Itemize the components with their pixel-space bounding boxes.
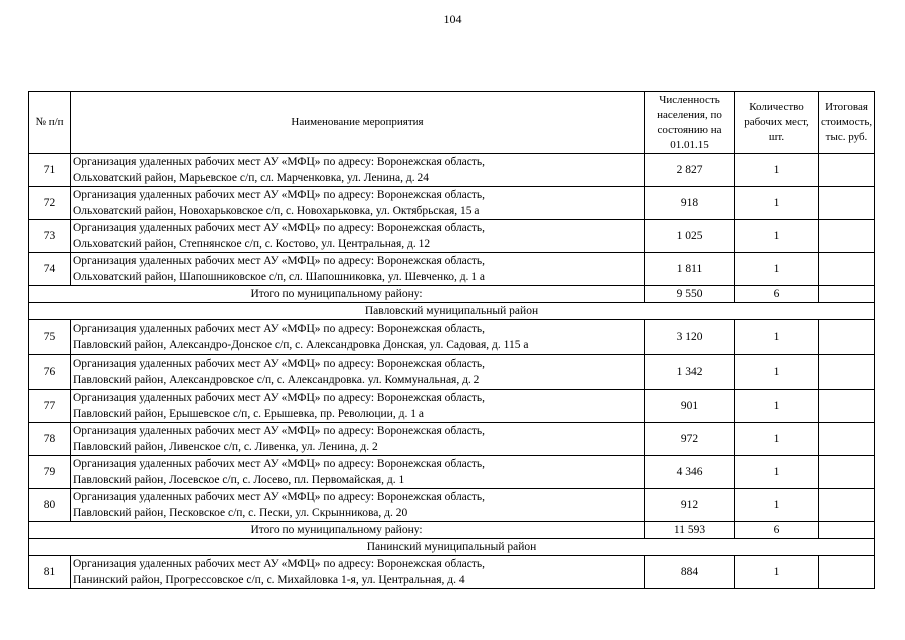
row-workplaces: 1 [735,187,819,220]
row-workplaces: 1 [735,456,819,489]
header-name: Наименование мероприятия [71,92,645,154]
row-population: 972 [645,423,735,456]
row-name: Организация удаленных рабочих мест АУ «МФЦ» по адресу: Воронежская область, Павловский район, Лосевское с/п, с. Лосево, пл. Первомайская, д. 1 [71,456,645,489]
row-cost [819,187,875,220]
row-name: Организация удаленных рабочих мест АУ «МФЦ» по адресу: Воронежская область, Павловский район, Песковское с/п, с. Пески, ул. Скрынникова, д. 20 [71,489,645,522]
row-cost [819,456,875,489]
section-title: Павловский муниципальный район [29,303,875,320]
section-row [29,539,875,556]
header-population: Численность населения, по состоянию на 01.01.15 [645,92,735,154]
row-cost [819,154,875,187]
row-workplaces: 1 [735,220,819,253]
row-number: 78 [29,423,71,456]
row-name: Организация удаленных рабочих мест АУ «МФЦ» по адресу: Воронежская область, Ольховатский район, Степнянское с/п, с. Костово, ул. Центральная, д. 12 [71,220,645,253]
row-name: Организация удаленных рабочих мест АУ «МФЦ» по адресу: Воронежская область, Ольховатский район, Марьевское с/п, сл. Марченковка, ул. Ленина, д. 24 [71,154,645,187]
row-population: 1 811 [645,253,735,286]
row-workplaces: 1 [735,390,819,423]
row-name: Организация удаленных рабочих мест АУ «МФЦ» по адресу: Воронежская область, Павловский район, Ерышевское с/п, с. Ерышевка, пр. Революции, д. 1 а [71,390,645,423]
table-row [29,423,875,456]
row-workplaces: 1 [735,154,819,187]
row-population: 4 346 [645,456,735,489]
row-number: 73 [29,220,71,253]
row-name: Организация удаленных рабочих мест АУ «МФЦ» по адресу: Воронежская область, Ольховатский район, Новохарьковское с/п, с. Новохарьковка, ул. Октябрьская, 15 а [71,187,645,220]
total-label: Итого по муниципальному району: [29,286,645,303]
row-population: 884 [645,556,735,589]
row-number: 81 [29,556,71,589]
total-population: 11 593 [645,522,735,539]
row-number: 80 [29,489,71,522]
table-row [29,456,875,489]
row-workplaces: 1 [735,355,819,390]
row-cost [819,390,875,423]
total-population: 9 550 [645,286,735,303]
section-title: Панинский муниципальный район [29,539,875,556]
table-row [29,390,875,423]
header-workplaces: Количество рабочих мест, шт. [735,92,819,154]
row-workplaces: 1 [735,556,819,589]
row-cost [819,355,875,390]
total-cost [819,286,875,303]
row-number: 76 [29,355,71,390]
table-row [29,154,875,187]
row-cost [819,489,875,522]
row-number: 77 [29,390,71,423]
header-num: № п/п [29,92,71,154]
total-row [29,522,875,539]
row-population: 912 [645,489,735,522]
total-workplaces: 6 [735,286,819,303]
row-workplaces: 1 [735,489,819,522]
page-number: 104 [443,12,462,26]
row-name: Организация удаленных рабочих мест АУ «МФЦ» по адресу: Воронежская область, Ольховатский район, Шапошниковское с/п, сл. Шапошниковка, ул. Шевченко, д. 1 а [71,253,645,286]
row-population: 1 342 [645,355,735,390]
total-row [29,286,875,303]
row-number: 74 [29,253,71,286]
row-cost [819,220,875,253]
events-table [28,91,875,589]
row-cost [819,423,875,456]
total-workplaces: 6 [735,522,819,539]
row-cost [819,320,875,355]
row-cost [819,556,875,589]
row-number: 72 [29,187,71,220]
section-row [29,303,875,320]
row-population: 901 [645,390,735,423]
row-population: 3 120 [645,320,735,355]
table-row [29,220,875,253]
row-workplaces: 1 [735,320,819,355]
table-row [29,355,875,390]
row-population: 918 [645,187,735,220]
row-workplaces: 1 [735,423,819,456]
row-population: 2 827 [645,154,735,187]
table-row [29,556,875,589]
table-header-row [29,92,875,154]
table-row [29,253,875,286]
row-cost [819,253,875,286]
table-row [29,187,875,220]
row-workplaces: 1 [735,253,819,286]
row-population: 1 025 [645,220,735,253]
header-cost: Итоговая стоимость, тыс. руб. [819,92,875,154]
row-number: 71 [29,154,71,187]
total-cost [819,522,875,539]
table-row [29,320,875,355]
row-number: 75 [29,320,71,355]
table-row [29,489,875,522]
row-name: Организация удаленных рабочих мест АУ «МФЦ» по адресу: Воронежская область, Павловский район, Ливенское с/п, с. Ливенка, ул. Ленина, д. 2 [71,423,645,456]
total-label: Итого по муниципальному району: [29,522,645,539]
row-name: Организация удаленных рабочих мест АУ «МФЦ» по адресу: Воронежская область, Павловский район, Александро-Донское с/п, с. Александровка Донская, ул. Садовая, д. 115 а [71,320,645,355]
row-name: Организация удаленных рабочих мест АУ «МФЦ» по адресу: Воронежская область, Павловский район, Александровское с/п, с. Александровка. ул. Коммунальная, д. 2 [71,355,645,390]
row-number: 79 [29,456,71,489]
row-name: Организация удаленных рабочих мест АУ «МФЦ» по адресу: Воронежская область, Панинский район, Прогрессовское с/п, с. Михайловка 1-я, ул. Центральная, д. 4 [71,556,645,589]
